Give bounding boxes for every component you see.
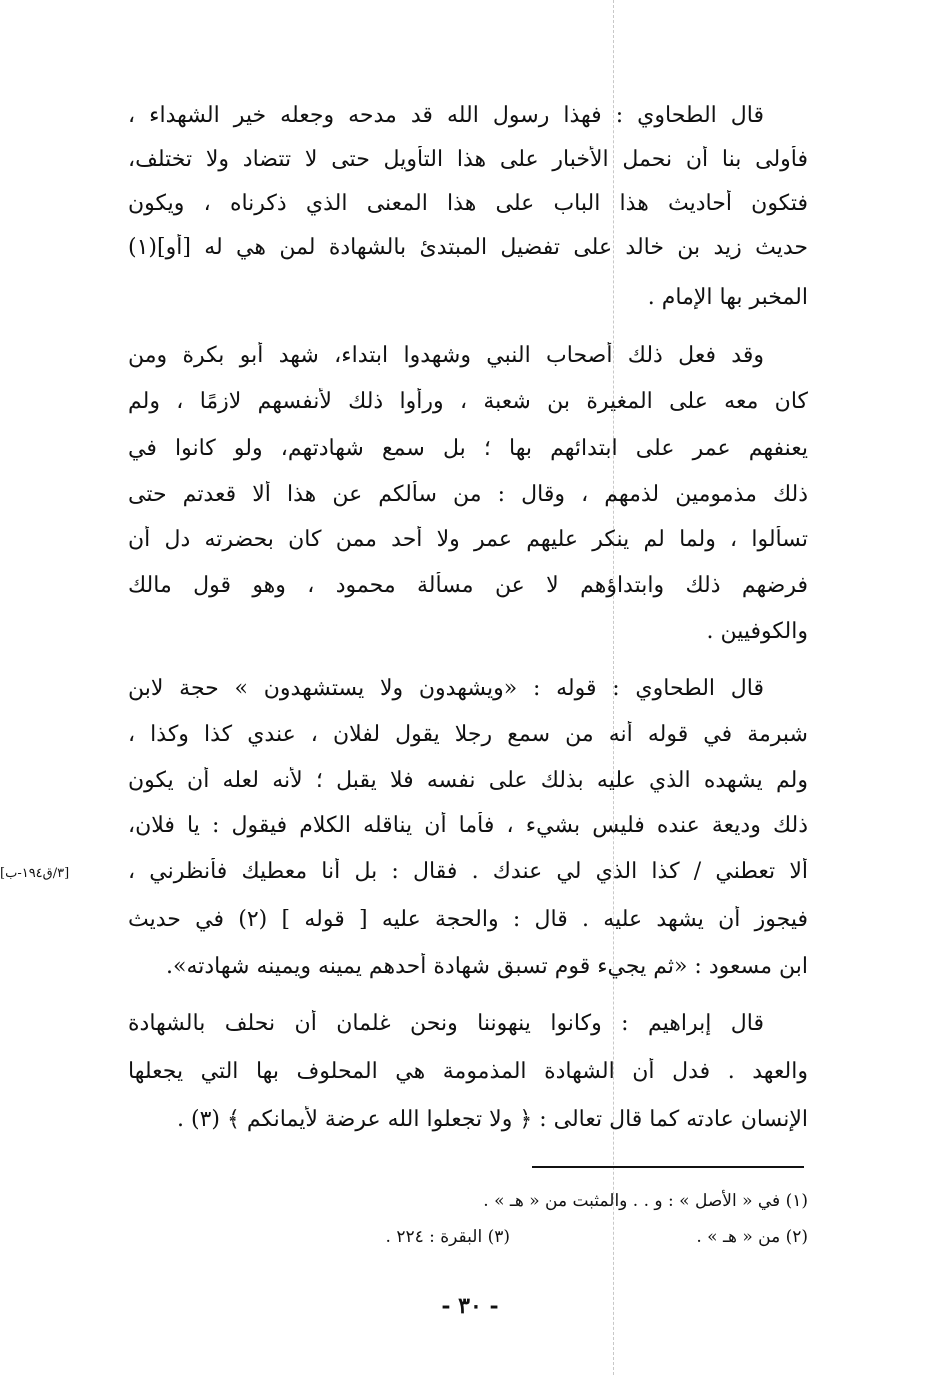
- body-line: تسألوا ، ولما لم ينكر عليهم عمر ولا أحد ممن كان بحضرته دل أن: [128, 527, 808, 552]
- body-line: فأولى بنا أن نحمل الأخبار على هذا التأويل حتى لا تتضاد ولا تختلف،: [128, 147, 808, 172]
- body-line: والعهد . فدل أن الشهادة المذمومة هي المحلوف بها التي يجعلها: [128, 1059, 808, 1084]
- body-line: وقد فعل ذلك أصحاب النبي وشهدوا ابتداء، شهد أبو بكرة ومن: [128, 343, 764, 368]
- body-line: الإنسان عادته كما قال تعالى : ﴿ ولا تجعلوا الله عرضة لأيمانكم ﴾ (٣) .: [177, 1107, 808, 1132]
- manuscript-folio-note: [٣/ق١٩٤-ب]: [0, 866, 70, 881]
- footnote-separator: [532, 1166, 804, 1168]
- body-line: فرضهم ذلك وابتداؤهم لا عن مسألة محمود ، وهو قول مالك: [128, 573, 808, 598]
- body-line: ولم يشهده الذي عليه بذلك على نفسه فلا يقبل ؛ لأنه لعله أن يكون: [128, 768, 808, 793]
- body-line: المخبر بها الإمام .: [647, 285, 808, 310]
- body-line: ابن مسعود : «ثم يجيء قوم تسبق شهادة أحدهم يمينه ويمينه شهادته».: [166, 954, 808, 979]
- page-number: - ٣٠ -: [441, 1293, 499, 1319]
- footnote-3: (٣) البقرة : ٢٢٤ .: [385, 1227, 510, 1247]
- body-line: فيجوز أن يشهد عليه . قال : والحجة عليه [ قوله ] (٢) في حديث: [128, 907, 808, 932]
- body-line: شبرمة في قوله أنه من سمع رجلا يقول لفلان ، عندي كذا وكذا ،: [128, 722, 808, 747]
- body-line: قال إبراهيم : وكانوا ينهوننا ونحن غلمان أن نحلف بالشهادة: [128, 1011, 764, 1036]
- body-line: فتكون أحاديث هذا الباب على هذا المعنى الذي ذكرناه ، ويكون: [128, 191, 808, 216]
- body-line: ألا تعطني / كذا الذي لي عندك . فقال : بل أنا معطيك فأنظرني ،: [128, 859, 808, 884]
- body-line: قال الطحاوي : قوله : «ويشهدون ولا يستشهدون » حجة لابن: [128, 676, 764, 701]
- footnote-2: (٢) من « هـ » .: [696, 1227, 808, 1247]
- body-line: كان معه على المغيرة بن شعبة ، ورأوا ذلك لأنفسهم لازمًا ، ولم: [128, 389, 808, 414]
- body-line: ذلك مذمومين لذمهم ، وقال : من سألكم عن هذا ألا قعدتم حتى: [128, 482, 808, 507]
- body-line: يعنفهم عمر على ابتدائهم بها ؛ بل سمع شهادتهم، ولو كانوا في: [128, 436, 808, 461]
- body-line: ذلك وديعة عنده فليس بشيء ، فأما أن يناقله الكلام فيقول : يا فلان،: [128, 813, 808, 838]
- body-line: والكوفيين .: [706, 619, 808, 644]
- body-line: قال الطحاوي : فهذا رسول الله قد مدحه وجعله خير الشهداء ،: [128, 103, 764, 128]
- footnote-1: (١) في « الأصل » : و . . والمثبت من « هـ » .: [483, 1191, 808, 1211]
- body-line: حديث زيد بن خالد على تفضيل المبتدئ بالشهادة لمن هي له [أو](١): [128, 235, 808, 260]
